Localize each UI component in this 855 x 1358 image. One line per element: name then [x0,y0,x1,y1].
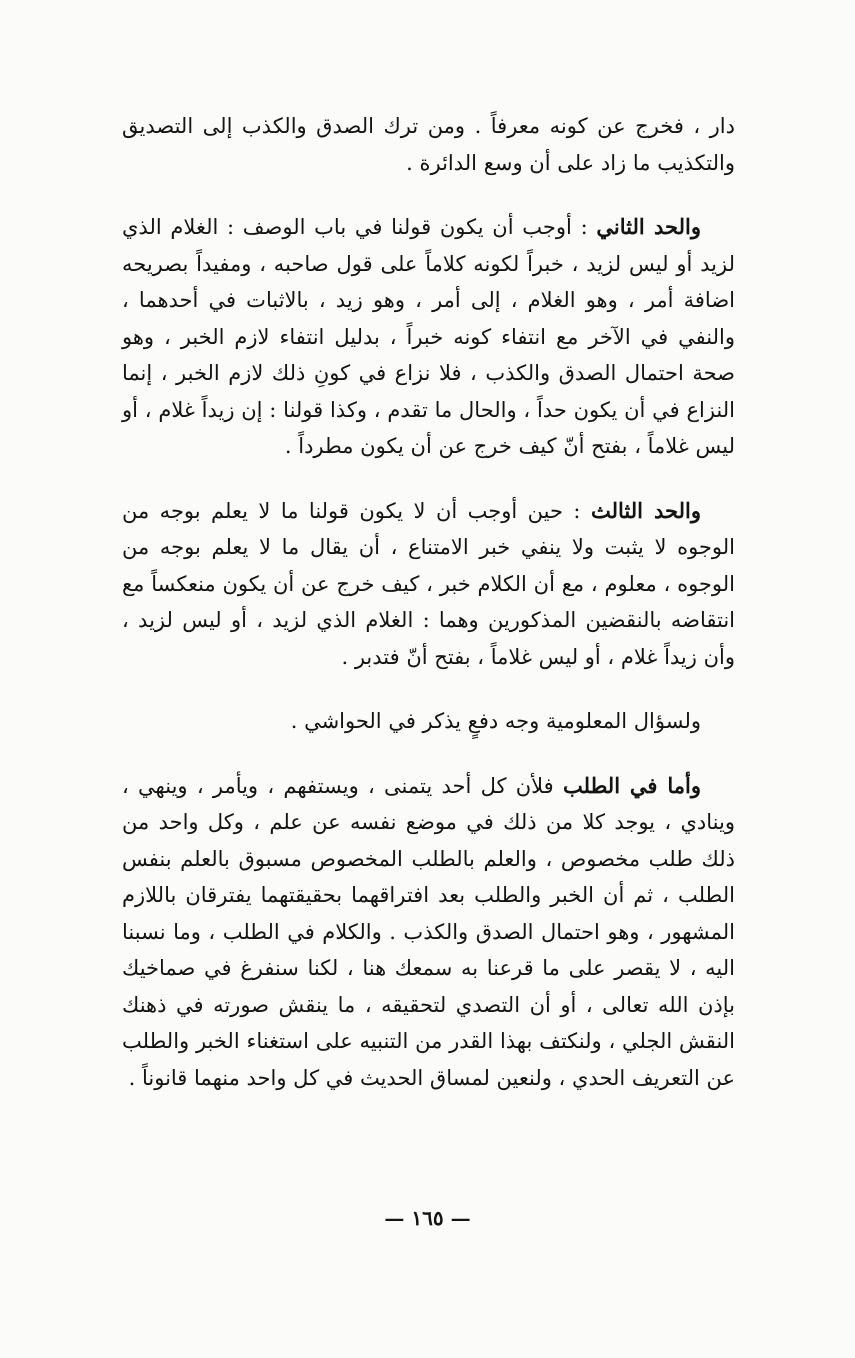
paragraph-text: دار ، فخرج عن كونه معرفاً . ومن ترك الصدق والكذب إلى التصديق والتكذيب ما زاد على أن وسع الدائرة . [122,114,735,175]
paragraph-text: فلأن كل أحد يتمنى ، ويستفهم ، ويأمر ، وينهي ، وينادي ، يوجد كلا من ذلك في موضع نفسه عن علم ، وكل واحد من ذلك طلب مخصوص ، والعلم بالطلب المخصوص مسبوق بالعلم بنفس الطلب ، ثم أن الخبر والطلب بعد افتراقهما بحقيقتهما يفترقان باللازم المشهور ، وهو احتمال الصدق والكذب . والكلام في الطلب ، وما نسبنا اليه ، لا يقصر على ما قرعنا به سمعك هنا ، لكنا سنفرغ في صماخيك بإذن الله تعالى ، أو أن التصدي لتحقيقه ، ما ينقش صورته في ذهنك النقش الجلي ، ولنكتف بهذا القدر من التنبيه على استغناء الخبر والطلب عن التعريف الحدي ، ولنعين لمساق الحديث في كل واحد منهما قانوناً . [122,773,735,1090]
page-body [122,108,735,1124]
paragraph-heading: والحد الثالث [590,497,701,523]
paragraph-text: : حين أوجب أن لا يكون قولنا ما لا يعلم بوجه من الوجوه لا يثبت ولا ينفي خبر الامتناع ، أن يقال ما لا يعلم بوجه من الوجوه ، معلوم ، مع أن الكلام خبر ، كيف خرج عن أن يكون منعكساً مع انتقاضه بالنقضين المذكورين وهما : الغلام الذي لزيد ، أو ليس لزيد ، وأن زيداً غلام ، أو ليس غلاماً ، بفتح أنّ فتدبر . [122,498,735,669]
paragraph [122,108,735,181]
paragraph [122,768,735,1097]
paragraph [122,703,735,740]
paragraph-text: : أوجب أن يكون قولنا في باب الوصف : الغلام الذي لزيد أو ليس لزيد ، خبراً لكونه كلاماً على قول صاحبه ، ومفيداً بصريحه اضافة أمر ، وهو الغلام ، إلى أمر ، وهو زيد ، بالاثبات في أحدهما ، والنفي في الآخر مع انتفاء كونه خبراً ، بدليل انتفاء لازم الخبر ، وهو صحة احتمال الصدق والكذب ، فلا نزاع في كونِ ذلك لازم الخبر ، إنما النزاع في أن يكون حداً ، والحال ما تقدم ، وكذا قولنا : إن زيداً غلام ، أو ليس غلاماً ، بفتح أنّ كيف خرج عن أن يكون مطرداً . [122,215,735,458]
page-number: — ١٦٥ — [384,1206,471,1230]
paragraph [122,209,735,465]
paragraph-text: ولسؤال المعلومية وجه دفعٍ يذكر في الحواشي . [290,709,701,733]
paragraph-heading: والحد الثاني [596,214,701,239]
paragraph [122,493,735,676]
paragraph-heading: وأما في الطلب [563,772,701,798]
